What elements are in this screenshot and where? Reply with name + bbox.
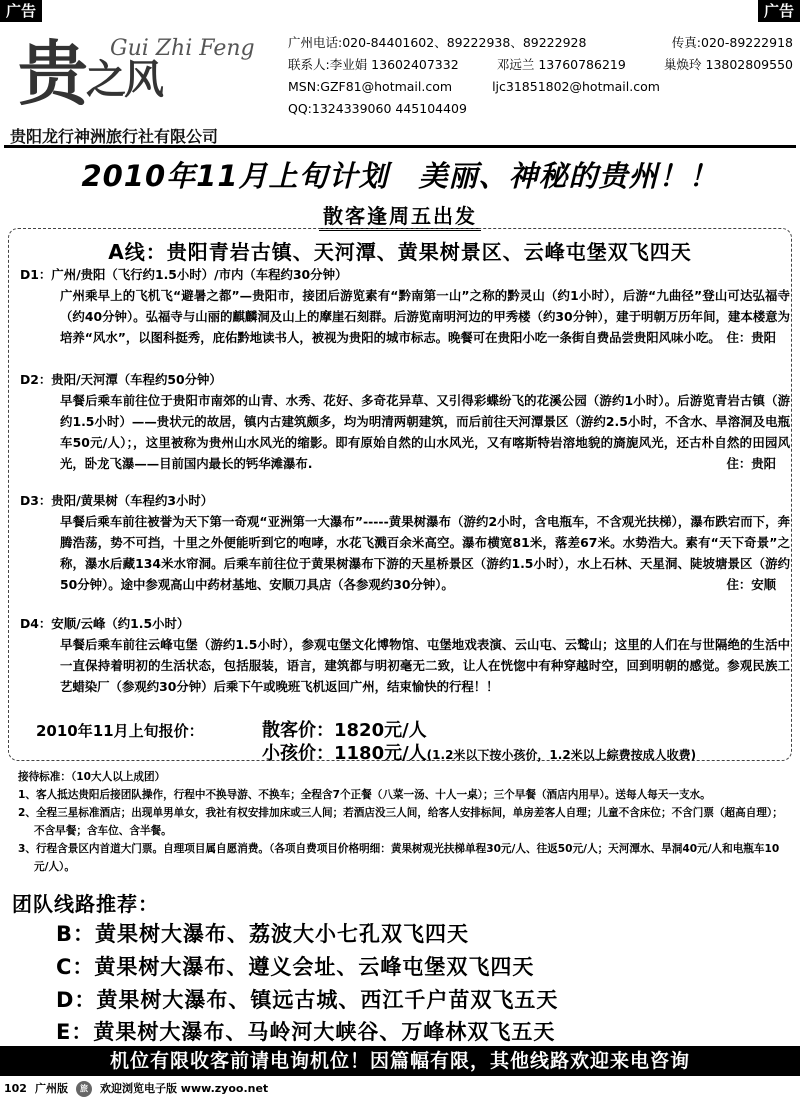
day-1-body: 广州乘早上的飞机飞“避暑之都”—贵阳市，接团后游览素有“黔南第一山”之称的黔灵山（约1小时），后游“九曲径”登山可达弘福寺（约40分钟）。弘福寺与山丽的麒麟洞及山上的摩崖石刻群。后游览南明河边的甲秀楼（约30分钟），建于明朝万历年间，建本楼意为培养“风水”，以图科挺秀，庇佑黔地读书人，被视为贵阳的城市标志。晚餐可在贵阳小吃一条街自费品尝贵阳风味小吃。 住：贵阳	[20, 285, 790, 348]
standard-item: 2、全程三星标准酒店；出现单男单女，我社有权安排加床或三人间；若酒店没三人间，给客人安排标间，单房差客人自理；儿童不含床位；不含门票（超高自理）；不含早餐；含车位、含半餐。	[18, 807, 783, 837]
day-2-body: 早餐后乘车前往位于贵阳市南郊的山青、水秀、花好、多奇花异草、又引得彩蝶纷飞的花溪公园（游约1小时）。后游览青岩古镇（游约1.5小时）——贵状元的故居，镇内古建筑颇多，均为明清两朝建筑，而后前往天河潭景区（游约2.5小时，不含水、旱溶洞及电瓶车50元/人）；，这里被称为贵州山水风光的缩影。即有原始自然的山水风光，又有喀斯特岩溶地貌的旖旎风光，还古朴自然的田园风光，卧龙飞瀑——目前国内最长的钙华滩瀑布. 住：贵阳	[20, 390, 790, 474]
footer	[4, 1080, 268, 1098]
logo-pinyin: Gui Zhi Feng	[110, 36, 255, 61]
price-date: 2010年11月上旬报价：	[36, 722, 204, 740]
page-number: 102	[4, 1082, 27, 1095]
standard-item: 1、客人抵达贵阳后接团队操作，行程中不换导游、不换车；全程含7个正餐（八菜一汤、十人一桌）；三个早餐（酒店内用早）。送每人每天一支水。	[18, 789, 711, 801]
day-1-stay: 住：贵阳	[726, 330, 776, 345]
day-4-head: D4：安顺/云峰（约1.5小时）	[20, 616, 190, 631]
day-1-head: D1：广州/贵阳（飞行约1.5小时）/市内（车程约30分钟）	[20, 267, 348, 282]
edition-label: 广州版	[34, 1082, 68, 1095]
route-a-title: A线：贵阳青岩古镇、天河潭、黄果树景区、云峰屯堡双飞四天	[108, 240, 692, 264]
day-4-body: 早餐后乘车前往云峰屯堡（游约1.5小时），参观屯堡文化博物馆、屯堡地戏表演、云山屯、云鹫山；这里的人们在与世隔绝的生活中一直保持着明初的生活状态，包括服装，语言，建筑都与明初毫无二致，让人在恍惚中有种穿越时空，回到明朝的感觉。参观民族工艺蜡染厂（参观约30分钟）后乘下午或晚班飞机返回广州，结束愉快的行程！！	[60, 637, 790, 694]
contact-info	[288, 32, 793, 120]
bottom-banner: 机位有限收客前请电询机位！因篇幅有限，其他线路欢迎来电咨询	[0, 1046, 800, 1076]
company-name: 贵阳龙行神洲旅行社有限公司	[10, 127, 219, 146]
ad-tag-left: 广告	[0, 0, 42, 22]
day-2	[20, 369, 790, 474]
logo	[10, 30, 282, 126]
team-route-d: D：黄果树大瀑布、镇远古城、西江千户苗双飞五天	[56, 988, 559, 1012]
adult-price: 散客价：1820元/人	[262, 720, 427, 741]
day-4	[20, 613, 790, 697]
team-route-e: E：黄果树大瀑布、马岭河大峡谷、万峰林双飞五天	[56, 1020, 556, 1044]
day-2-head: D2：贵阳/天河潭（车程约50分钟）	[20, 372, 222, 387]
child-price-note: (1.2米以下按小孩价，1.2米以上綜费按成人收费)	[426, 748, 697, 762]
contact-row-people: 联系人:李业娟 13602407332 邓远兰 13760786219 巢焕玲 13802809550	[288, 57, 793, 72]
footer-website[interactable]: 欢迎浏览电子版 www.zyoo.net	[99, 1082, 269, 1095]
ad-tag-right: 广告	[758, 0, 800, 22]
day-2-stay: 住：贵阳	[726, 456, 776, 471]
day-3-head: D3：贵阳/黄果树（车程约3小时）	[20, 493, 214, 508]
team-route-b: B：黄果树大瀑布、荔波大小七孔双飞四天	[56, 922, 470, 946]
sub-title: 散客逢周五出发	[0, 200, 800, 229]
day-3	[20, 490, 790, 595]
contact-row-phone: 广州电话:020-84401602、89222938、89222928 传真:020-89222918	[288, 35, 793, 50]
standards	[18, 768, 784, 876]
travel-logo-icon: 旅	[76, 1081, 92, 1097]
main-title: 2010年11月上旬计划 美丽、神秘的贵州！！	[81, 159, 719, 193]
day-3-stay: 住：安顺	[726, 577, 776, 592]
contact-row-msn: MSN:GZF81@hotmail.com ljc31851802@hotmail.com	[288, 79, 660, 94]
standards-title: 接待标准：（10大人以上成团）	[18, 771, 166, 783]
contact-row-qq: QQ:1324339060 445104409	[288, 101, 467, 116]
child-price: 小孩价：1180元/人(1.2米以下按小孩价，1.2米以上綜费按成人收费)	[262, 743, 697, 764]
header	[4, 24, 796, 148]
day-1	[20, 264, 790, 348]
standard-item: 3、行程含景区内首道大门票。自理项目属自愿消费。（各项自费项目价格明细：黄果树观光扶梯单程30元/人、往返50元/人；天河潭水、旱洞40元/人和电瓶车10元/人）。	[18, 843, 780, 873]
day-3-body: 早餐后乘车前往被誉为天下第一奇观“亚洲第一大瀑布”-----黄果树瀑布（游约2小时，含电瓶车，不含观光扶梯），瀑布跌宕而下，奔腾浩荡，势不可挡，十里之外便能听到它的咆哮，水花飞溅百余米高空。瀑布横宽81米，落差67米。水势浩大。素有“天下奇景”之称，瀑水后藏134米水帘洞。后乘车前往位于黄果树瀑布下游的天星桥景区（游约1.5小时），水上石林、天星洞、陡坡塘景区（游约50分钟）。途中参观高山中药材基地、安顺刀具店（各参观约30分钟）。 住：安顺	[20, 511, 790, 595]
team-route-c: C：黄果树大瀑布、遵义会址、云峰屯堡双飞四天	[56, 955, 535, 979]
team-routes-title: 团队线路推荐：	[12, 892, 159, 916]
logo-mark: 贵之风	[18, 32, 162, 115]
